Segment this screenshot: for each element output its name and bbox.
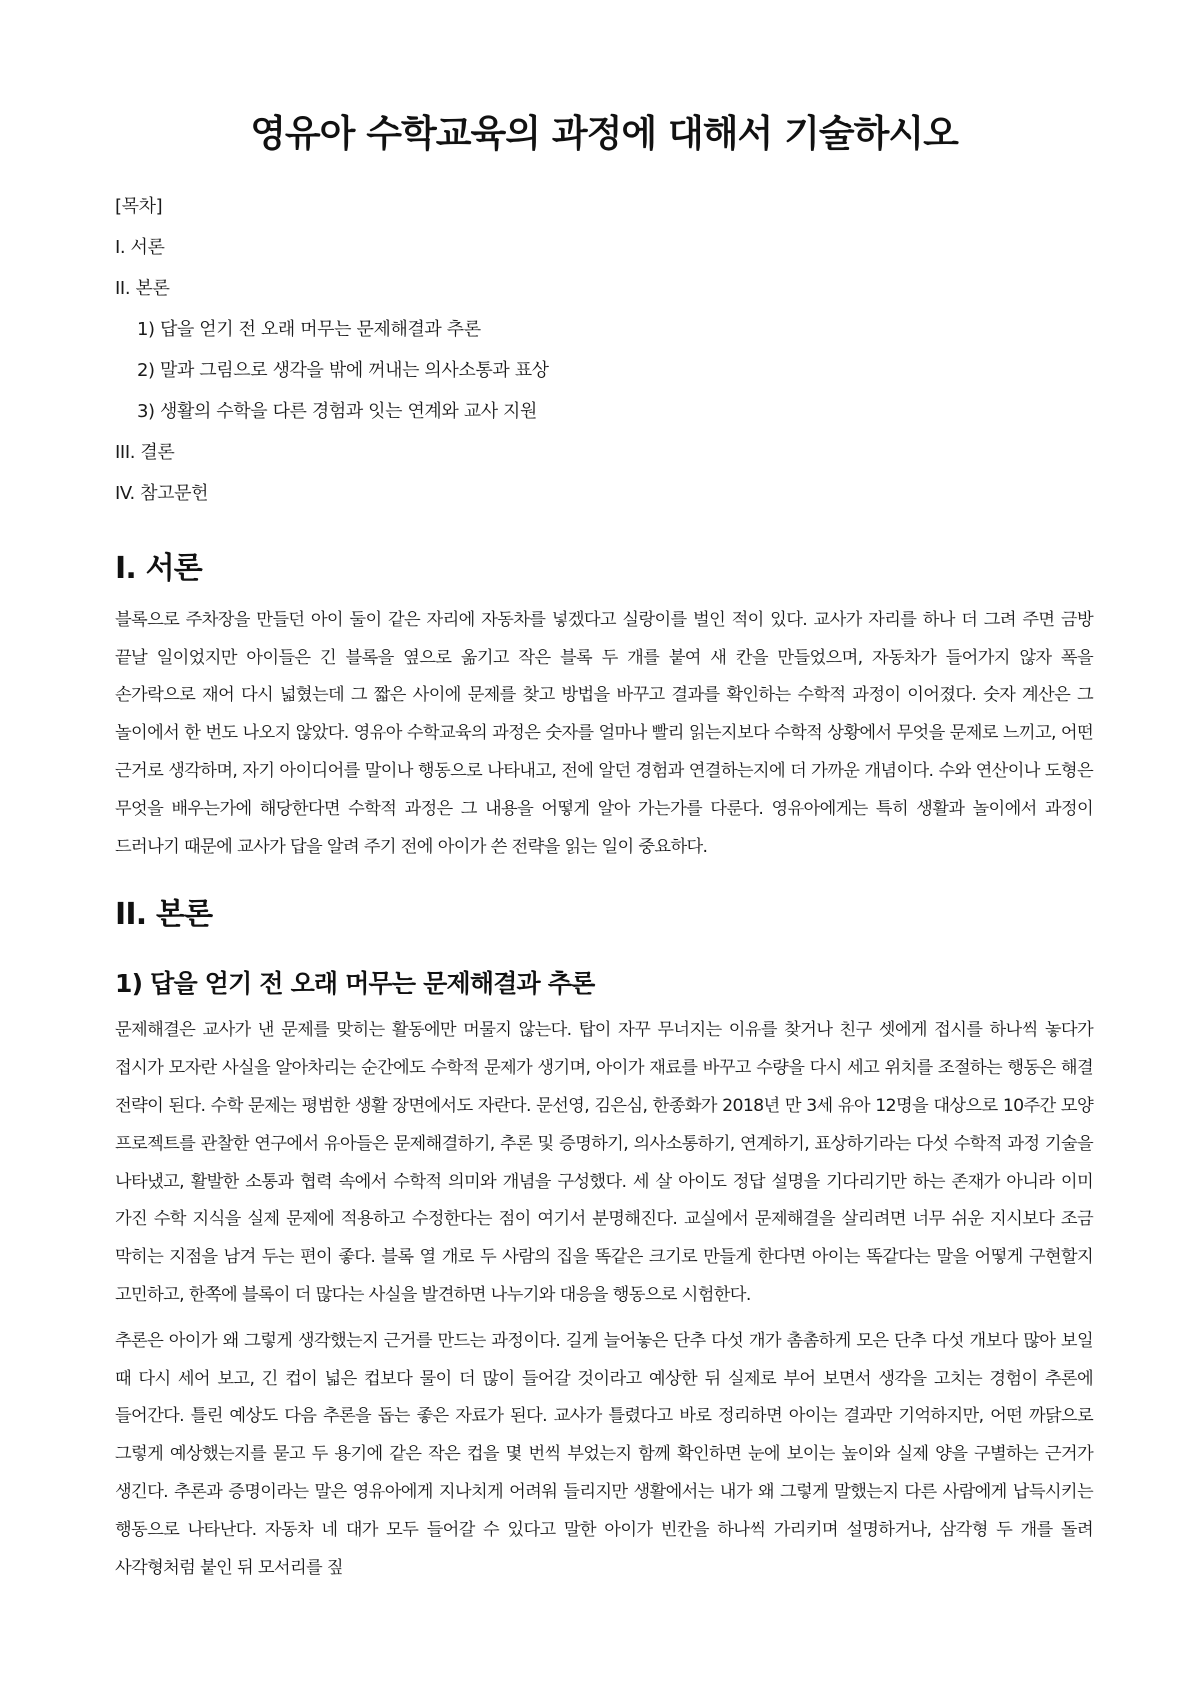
toc-item-conclusion: III. 결론 [115, 442, 175, 464]
intro-paragraph: 블록으로 주차장을 만들던 아이 둘이 같은 자리에 자동차를 넣겠다고 실랑이를 벌인 적이 있다. 교사가 자리를 하나 더 그려 주면 금방 끝날 일이었지만 아이들은 긴 블록을 옆으로 옮기고 작은 블록 두 개를 붙여 새 칸을 만들었으며, 자동차가 들어가지 않자 폭을 손가락으로 재어 다시 넓혔는데 그 짧은 사이에 문제를 찾고 방법을 바꾸고 결과를 확인하는 수학적 과정이 이어졌다. 숫자 계산은 그 놀이에서 한 번도 나오지 않았다. 영유아 수학교육의 과정은 숫자를 얼마나 빨리 읽는지보다 수학적 상황에서 무엇을 문제로 느끼고, 어떤 근거로 생각하며, 자기 아이디어를 말이나 행동으로 나타내고, 전에 알던 경험과 연결하는지에 더 가까운 개념이다. 수와 연산이나 도형은 무엇을 배우는가에 해당한다면 수학적 과정은 그 내용을 어떻게 알아 가는가를 다룬다. 영유아에게는 특히 생활과 놀이에서 과정이 드러나기 때문에 교사가 답을 알려 주기 전에 아이가 쓴 전략을 읽는 일이 중요하다. [115, 609, 1093, 857]
toc-item-body-3: 3) 생활의 수학을 다른 경험과 잇는 연계와 교사 지원 [137, 401, 538, 423]
toc-item-body-2: 2) 말과 그림으로 생각을 밖에 꺼내는 의사소통과 표상 [137, 360, 549, 382]
toc-heading: [목차] [115, 196, 163, 218]
intro-section [115, 550, 1093, 866]
table-of-contents [115, 186, 1093, 514]
body-section [115, 896, 1093, 1587]
intro-heading: I. 서론 [115, 551, 202, 587]
document-title: 영유아 수학교육의 과정에 대해서 기술하시오 [250, 112, 958, 155]
toc-item-intro: I. 서론 [115, 237, 165, 259]
problem-solving-paragraph: 문제해결은 교사가 낸 문제를 맞히는 활동에만 머물지 않는다. 탑이 자꾸 무너지는 이유를 찾거나 친구 셋에게 접시를 하나씩 놓다가 접시가 모자란 사실을 알아차리는 순간에도 수학적 문제가 생기며, 아이가 재료를 바꾸고 수량을 다시 세고 위치를 조절하는 행동은 해결 전략이 된다. 수학 문제는 평범한 생활 장면에서도 자란다. 문선영, 김은심, 한종화가 2018년 만 3세 유아 12명을 대상으로 10주간 모양 프로젝트를 관찰한 연구에서 유아들은 문제해결하기, 추론 및 증명하기, 의사소통하기, 연계하기, 표상하기라는 다섯 수학적 과정 기술을 나타냈고, 활발한 소통과 협력 속에서 수학적 의미와 개념을 구성했다. 세 살 아이도 정답 설명을 기다리기만 하는 존재가 아니라 이미 가진 수학 지식을 실제 문제에 적용하고 수정한다는 점이 여기서 분명해진다. 교실에서 문제해결을 살리려면 너무 쉬운 지시보다 조금 막히는 지점을 남겨 두는 편이 좋다. 블록 열 개로 두 사람의 집을 똑같은 크기로 만들게 한다면 아이는 똑같다는 말을 어떻게 구현할지 고민하고, 한쪽에 블록이 더 많다는 사실을 발견하면 나누기와 대응을 행동으로 시험한다. [115, 1020, 1093, 1306]
toc-item-references: IV. 참고문헌 [115, 483, 209, 505]
toc-item-body: II. 본론 [115, 278, 170, 300]
subsection-heading-1: 1) 답을 얻기 전 오래 머무는 문제해결과 추론 [115, 968, 595, 998]
reasoning-paragraph: 추론은 아이가 왜 그렇게 생각했는지 근거를 만드는 과정이다. 길게 늘어놓은 단추 다섯 개가 촘촘하게 모은 단추 다섯 개보다 많아 보일 때 다시 세어 보고, 긴 컵이 넓은 컵보다 물이 더 많이 들어갈 것이라고 예상한 뒤 실제로 부어 보면서 생각을 고치는 경험이 추론에 들어간다. 틀린 예상도 다음 추론을 돕는 좋은 자료가 된다. 교사가 틀렸다고 바로 정리하면 아이는 결과만 기억하지만, 어떤 까닭으로 그렇게 예상했는지를 묻고 두 용기에 같은 작은 컵을 몇 번씩 부었는지 함께 확인하면 눈에 보이는 높이와 실제 양을 구별하는 근거가 생긴다. 추론과 증명이라는 말은 영유아에게 지나치게 어려워 들리지만 생활에서는 내가 왜 그렇게 말했는지 다른 사람에게 납득시키는 행동으로 나타난다. 자동차 네 대가 모두 들어갈 수 있다고 말한 아이가 빈칸을 하나씩 가리키며 설명하거나, 삼각형 두 개를 돌려 사각형처럼 붙인 뒤 모서리를 짚 [115, 1330, 1093, 1578]
body-heading: II. 본론 [115, 897, 213, 933]
toc-item-body-1: 1) 답을 얻기 전 오래 머무는 문제해결과 추론 [137, 319, 481, 341]
